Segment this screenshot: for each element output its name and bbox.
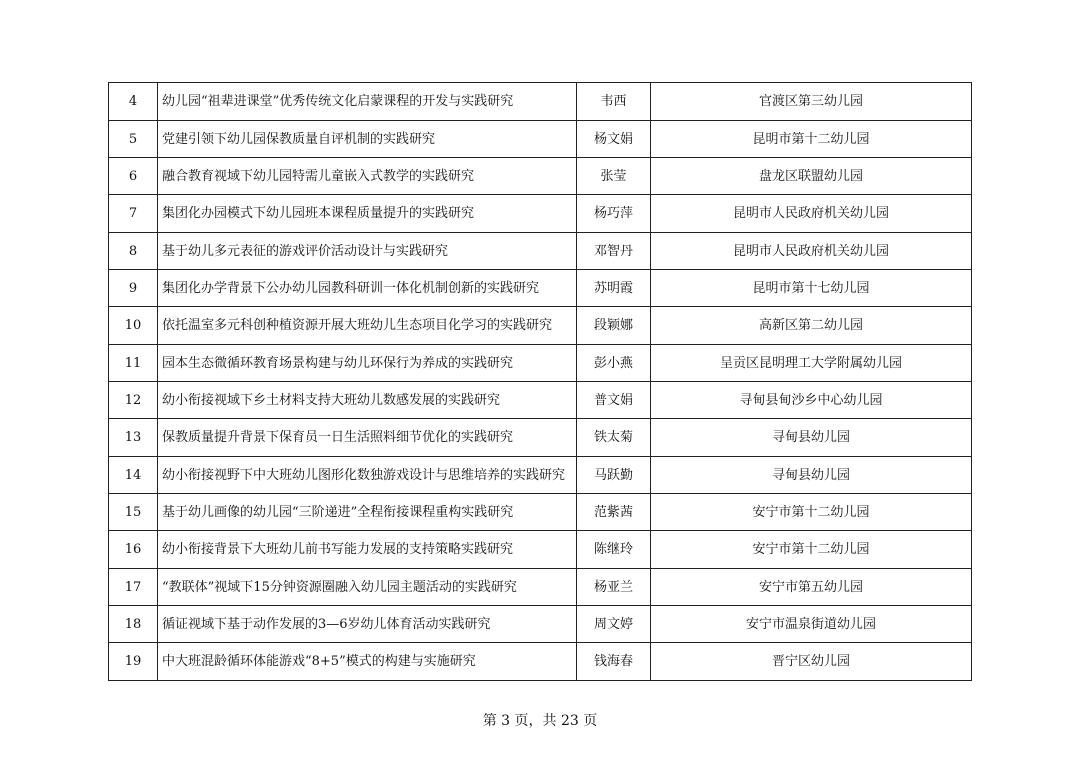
project-title-cell: 党建引领下幼儿园保教质量自评机制的实践研究 xyxy=(158,121,577,158)
project-title-cell: 依托温室多元科创种植资源开展大班幼儿生态项目化学习的实践研究 xyxy=(158,307,577,345)
row-number-cell: 10 xyxy=(109,307,158,345)
project-title-cell: 集团化办学背景下公办幼儿园教科研训一体化机制创新的实践研究 xyxy=(158,270,577,307)
person-name-cell: 钱海春 xyxy=(577,643,651,681)
row-number-cell: 16 xyxy=(109,531,158,569)
row-number-cell: 8 xyxy=(109,233,158,270)
unit-name-cell: 盘龙区联盟幼儿园 xyxy=(651,158,972,195)
table-row xyxy=(109,457,972,494)
unit-name-cell: 寻甸县幼儿园 xyxy=(651,457,972,494)
person-name-cell: 陈继玲 xyxy=(577,531,651,569)
project-title-cell: 保教质量提升背景下保育员一日生活照料细节优化的实践研究 xyxy=(158,419,577,457)
table-row xyxy=(109,270,972,307)
table-row xyxy=(109,307,972,345)
person-name-cell: 张莹 xyxy=(577,158,651,195)
unit-name-cell: 昆明市人民政府机关幼儿园 xyxy=(651,233,972,270)
table-row xyxy=(109,643,972,681)
person-name-cell: 杨巧萍 xyxy=(577,195,651,233)
row-number-cell: 17 xyxy=(109,569,158,606)
person-name-cell: 苏明霞 xyxy=(577,270,651,307)
person-name-cell: 杨文娟 xyxy=(577,121,651,158)
project-title-cell: 基于幼儿画像的幼儿园“三阶递进”全程衔接课程重构实践研究 xyxy=(158,494,577,531)
unit-name-cell: 安宁市第十二幼儿园 xyxy=(651,531,972,569)
project-title-cell: 集团化办园模式下幼儿园班本课程质量提升的实践研究 xyxy=(158,195,577,233)
row-number-cell: 7 xyxy=(109,195,158,233)
unit-name-cell: 官渡区第三幼儿园 xyxy=(651,83,972,121)
unit-name-cell: 昆明市第十七幼儿园 xyxy=(651,270,972,307)
table-row xyxy=(109,121,972,158)
person-name-cell: 杨亚兰 xyxy=(577,569,651,606)
project-title-cell: 基于幼儿多元表征的游戏评价活动设计与实践研究 xyxy=(158,233,577,270)
row-number-cell: 6 xyxy=(109,158,158,195)
unit-name-cell: 晋宁区幼儿园 xyxy=(651,643,972,681)
person-name-cell: 韦西 xyxy=(577,83,651,121)
table-row xyxy=(109,494,972,531)
project-title-cell: “教联体”视域下15分钟资源圈融入幼儿园主题活动的实践研究 xyxy=(158,569,577,606)
row-number-cell: 13 xyxy=(109,419,158,457)
unit-name-cell: 安宁市温泉街道幼儿园 xyxy=(651,606,972,643)
table-row xyxy=(109,83,972,121)
row-number-cell: 5 xyxy=(109,121,158,158)
unit-name-cell: 寻甸县幼儿园 xyxy=(651,419,972,457)
project-title-cell: 幼小衔接背景下大班幼儿前书写能力发展的支持策略实践研究 xyxy=(158,531,577,569)
person-name-cell: 铁太菊 xyxy=(577,419,651,457)
unit-name-cell: 寻甸县甸沙乡中心幼儿园 xyxy=(651,382,972,419)
project-table xyxy=(108,82,972,681)
unit-name-cell: 昆明市第十二幼儿园 xyxy=(651,121,972,158)
table-row xyxy=(109,345,972,382)
person-name-cell: 普文娟 xyxy=(577,382,651,419)
table-row xyxy=(109,606,972,643)
person-name-cell: 马跃勤 xyxy=(577,457,651,494)
row-number-cell: 14 xyxy=(109,457,158,494)
person-name-cell: 彭小燕 xyxy=(577,345,651,382)
row-number-cell: 18 xyxy=(109,606,158,643)
row-number-cell: 15 xyxy=(109,494,158,531)
table-row xyxy=(109,233,972,270)
project-title-cell: 幼小衔接视野下中大班幼儿图形化数独游戏设计与思维培养的实践研究 xyxy=(158,457,577,494)
unit-name-cell: 呈贡区昆明理工大学附属幼儿园 xyxy=(651,345,972,382)
project-title-cell: 中大班混龄循环体能游戏“8+5”模式的构建与实施研究 xyxy=(158,643,577,681)
row-number-cell: 4 xyxy=(109,83,158,121)
unit-name-cell: 安宁市第十二幼儿园 xyxy=(651,494,972,531)
project-title-cell: 幼小衔接视域下乡土材料支持大班幼儿数感发展的实践研究 xyxy=(158,382,577,419)
row-number-cell: 9 xyxy=(109,270,158,307)
project-title-cell: 园本生态微循环教育场景构建与幼儿环保行为养成的实践研究 xyxy=(158,345,577,382)
table-row xyxy=(109,419,972,457)
table-row xyxy=(109,531,972,569)
unit-name-cell: 昆明市人民政府机关幼儿园 xyxy=(651,195,972,233)
row-number-cell: 12 xyxy=(109,382,158,419)
person-name-cell: 周文婷 xyxy=(577,606,651,643)
person-name-cell: 段颖娜 xyxy=(577,307,651,345)
table-row xyxy=(109,382,972,419)
project-title-cell: 幼儿园“祖辈进课堂”优秀传统文化启蒙课程的开发与实践研究 xyxy=(158,83,577,121)
table-row xyxy=(109,195,972,233)
person-name-cell: 范紫茜 xyxy=(577,494,651,531)
project-title-cell: 循证视域下基于动作发展的3—6岁幼儿体育活动实践研究 xyxy=(158,606,577,643)
row-number-cell: 19 xyxy=(109,643,158,681)
project-title-cell: 融合教育视域下幼儿园特需儿童嵌入式教学的实践研究 xyxy=(158,158,577,195)
table-body xyxy=(109,83,972,681)
unit-name-cell: 高新区第二幼儿园 xyxy=(651,307,972,345)
person-name-cell: 邓智丹 xyxy=(577,233,651,270)
unit-name-cell: 安宁市第五幼儿园 xyxy=(651,569,972,606)
table-row xyxy=(109,158,972,195)
table-row xyxy=(109,569,972,606)
row-number-cell: 11 xyxy=(109,345,158,382)
page-footer: 第 3 页，共 23 页 xyxy=(482,713,598,729)
